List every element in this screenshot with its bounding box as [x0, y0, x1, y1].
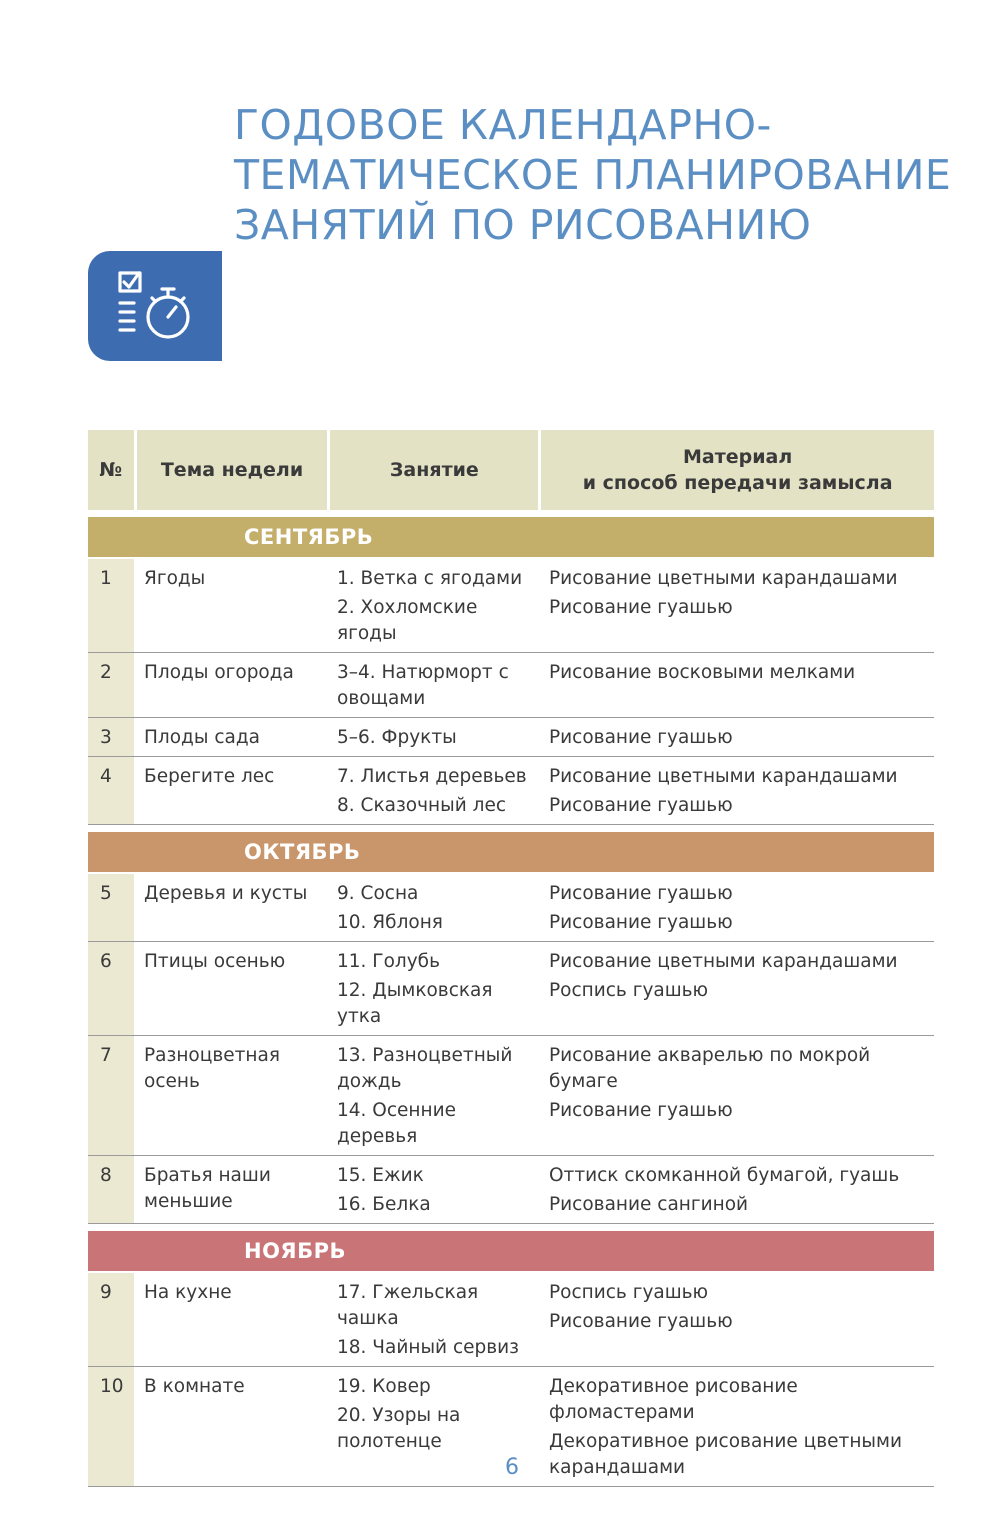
table-row: [88, 559, 934, 653]
header-material-line-2: и способ передачи замысла: [582, 472, 893, 494]
row-number: 8: [88, 1156, 134, 1223]
table-row: [88, 757, 934, 825]
week-topic: Плоды огорода: [144, 662, 294, 683]
week-topic: Братья наши меньшие: [144, 1165, 271, 1212]
planning-table: [88, 430, 934, 1487]
lesson-item: 20. Узоры на полотенце: [337, 1405, 461, 1452]
material-item: Декоративное рисование цветными карандашами: [549, 1431, 902, 1478]
table-row: [88, 1036, 934, 1156]
lesson-item: 5–6. Фрукты: [337, 727, 457, 748]
material-item: Рисование восковыми мелками: [549, 662, 856, 683]
header-num: №: [88, 430, 137, 510]
material-item: Декоративное рисование фломастерами: [549, 1376, 798, 1423]
lessons-cell: [327, 660, 537, 712]
materials-cell: [537, 566, 934, 647]
lessons-cell: [327, 1280, 537, 1361]
material-item: Рисование акварелью по мокрой бумаге: [549, 1045, 871, 1092]
title-line-1: ГОДОВОЕ КАЛЕНДАРНО-: [234, 101, 772, 149]
week-topic: Ягоды: [144, 568, 206, 589]
lessons-cell: [327, 764, 537, 819]
lesson-item: 15. Ежик: [337, 1165, 424, 1186]
material-item: Рисование гуашью: [549, 883, 733, 904]
month-name: НОЯБРЬ: [244, 1239, 347, 1263]
lesson-item: 9. Сосна: [337, 883, 419, 904]
lessons-cell: [327, 566, 537, 647]
lesson-item: 8. Сказочный лес: [337, 795, 507, 816]
header-material: [541, 430, 934, 510]
lesson-item: 2. Хохломские ягоды: [337, 597, 478, 644]
month-band: [88, 517, 934, 557]
lesson-item: 16. Белка: [337, 1194, 431, 1215]
lessons-cell: [327, 1163, 537, 1218]
month-name: ОКТЯБРЬ: [244, 840, 361, 864]
lesson-item: 17. Гжельская чашка: [337, 1282, 479, 1329]
material-item: Рисование гуашью: [549, 1311, 733, 1332]
table-row: [88, 1273, 934, 1367]
week-topic: Плоды сада: [144, 727, 260, 748]
table-row: [88, 942, 934, 1036]
page-number: 6: [505, 1455, 519, 1480]
week-topic: На кухне: [144, 1282, 232, 1303]
material-item: Рисование гуашью: [549, 912, 733, 933]
row-number: 1: [88, 559, 134, 652]
lessons-cell: [327, 949, 537, 1030]
material-item: Рисование гуашью: [549, 795, 733, 816]
materials-cell: [537, 1163, 934, 1218]
row-number: 9: [88, 1273, 134, 1366]
row-number: 10: [88, 1367, 134, 1486]
lesson-item: 3–4. Натюрморт с овощами: [337, 662, 509, 709]
table-header: [88, 430, 934, 510]
week-topic: Разноцветная осень: [144, 1045, 280, 1092]
page-title: [234, 100, 974, 250]
lesson-item: 19. Ковер: [337, 1376, 431, 1397]
week-topic: В комнате: [144, 1376, 245, 1397]
row-number: 4: [88, 757, 134, 824]
materials-cell: [537, 949, 934, 1030]
checklist-stopwatch-icon: [108, 265, 204, 349]
header-lesson: Занятие: [330, 430, 541, 510]
table-row: [88, 718, 934, 757]
row-number: 7: [88, 1036, 134, 1155]
table-row: [88, 653, 934, 718]
lessons-cell: [327, 725, 537, 751]
lesson-item: 1. Ветка с ягодами: [337, 568, 523, 589]
material-item: Рисование гуашью: [549, 1100, 733, 1121]
material-item: Оттиск скомканной бумагой, гуашь: [549, 1165, 900, 1186]
month-band: [88, 832, 934, 872]
lesson-item: 11. Голубь: [337, 951, 440, 972]
lessons-cell: [327, 881, 537, 936]
month-band: [88, 1231, 934, 1271]
row-number: 2: [88, 653, 134, 717]
lesson-item: 18. Чайный сервиз: [337, 1337, 520, 1358]
row-number: 5: [88, 874, 134, 941]
table-body: [88, 517, 934, 1487]
material-item: Рисование цветными карандашами: [549, 766, 898, 787]
materials-cell: [537, 881, 934, 936]
material-item: Рисование цветными карандашами: [549, 951, 898, 972]
week-topic: Деревья и кусты: [144, 883, 308, 904]
materials-cell: [537, 1280, 934, 1361]
title-line-3: ЗАНЯТИЙ ПО РИСОВАНИЮ: [234, 201, 812, 249]
week-topic: Берегите лес: [144, 766, 275, 787]
row-number: 6: [88, 942, 134, 1035]
header-material-line-1: Материал: [682, 446, 793, 468]
title-line-2: ТЕМАТИЧЕСКОЕ ПЛАНИРОВАНИЕ: [234, 151, 952, 199]
lesson-item: 7. Листья деревьев: [337, 766, 527, 787]
lesson-item: 10. Яблоня: [337, 912, 443, 933]
section-badge: [88, 251, 222, 361]
header-topic: Тема недели: [137, 430, 331, 510]
material-item: Рисование цветными карандашами: [549, 568, 898, 589]
month-name: СЕНТЯБРЬ: [244, 525, 374, 549]
lesson-item: 14. Осенние деревья: [337, 1100, 457, 1147]
materials-cell: [537, 764, 934, 819]
materials-cell: [537, 725, 934, 751]
materials-cell: [537, 660, 934, 712]
material-item: Роспись гуашью: [549, 980, 709, 1001]
material-item: Рисование сангиной: [549, 1194, 749, 1215]
row-number: 3: [88, 718, 134, 756]
week-topic: Птицы осенью: [144, 951, 286, 972]
materials-cell: [537, 1043, 934, 1150]
lesson-item: 12. Дымковская утка: [337, 980, 493, 1027]
material-item: Рисование гуашью: [549, 597, 733, 618]
lessons-cell: [327, 1043, 537, 1150]
material-item: Рисование гуашью: [549, 727, 733, 748]
table-row: [88, 1156, 934, 1224]
material-item: Роспись гуашью: [549, 1282, 709, 1303]
table-row: [88, 874, 934, 942]
lesson-item: 13. Разноцветный дождь: [337, 1045, 513, 1092]
